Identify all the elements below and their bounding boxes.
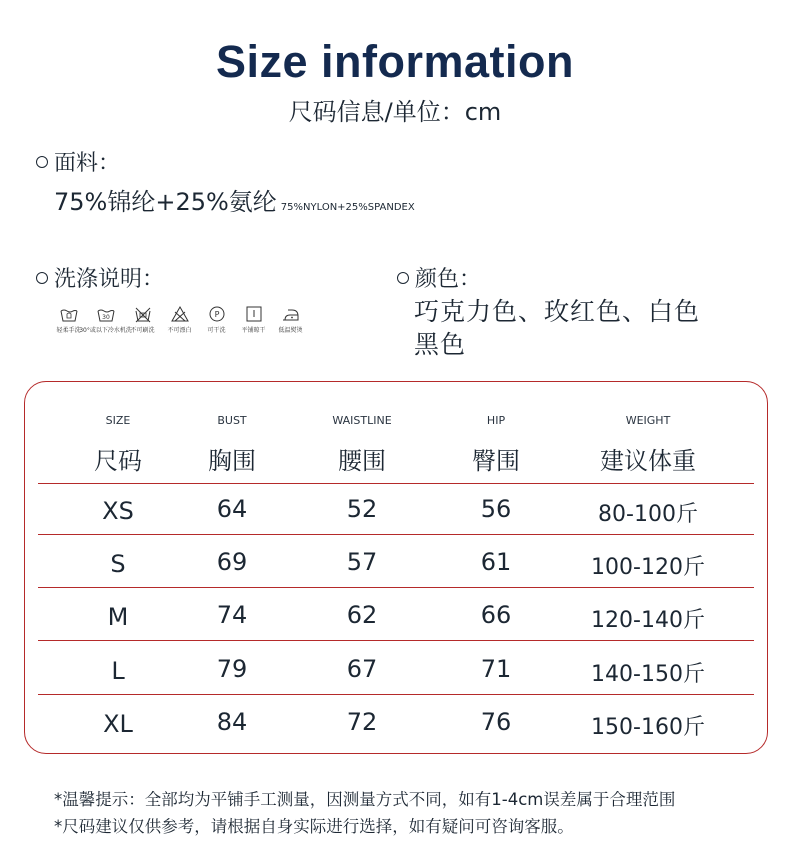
- care-item: [198, 305, 235, 334]
- cell-hip: 56: [480, 495, 512, 523]
- washing-section-heading: [36, 262, 164, 293]
- row-divider: [38, 587, 754, 588]
- fabric-composition: [54, 182, 415, 217]
- row-divider: [38, 534, 754, 535]
- wash-30-icon: [96, 305, 116, 323]
- header-bust-cn: 胸围: [208, 447, 256, 475]
- care-label: 平铺晾干: [241, 327, 266, 334]
- row-divider: [38, 694, 754, 695]
- care-item: [272, 305, 309, 334]
- cell-weight: 140-150斤: [591, 662, 705, 687]
- header-hip-en: HIP: [486, 414, 506, 427]
- page-title: Size information: [215, 36, 575, 87]
- color-line-1: 巧克力色、玫红色、白色: [414, 297, 701, 326]
- cell-hip: 66: [480, 601, 512, 629]
- cell-bust: 84: [216, 708, 248, 736]
- dry-clean-icon: [207, 305, 227, 323]
- color-options: [414, 295, 700, 361]
- bullet-circle-icon: [397, 272, 409, 284]
- cell-size: L: [111, 657, 125, 685]
- cell-bust: 69: [216, 548, 248, 576]
- bullet-circle-icon: [36, 156, 48, 168]
- cell-weight: 120-140斤: [591, 608, 705, 633]
- footnote-measurement: *温馨提示：全部均为平铺手工测量，因测量方式不同，如有1-4cm误差属于合理范围: [54, 790, 676, 809]
- cell-size: S: [110, 550, 126, 578]
- color-line-2: 黑色: [414, 330, 467, 359]
- care-item: [79, 305, 132, 334]
- row-divider: [38, 640, 754, 641]
- care-icons-row: [50, 305, 309, 334]
- low-iron-icon: [281, 305, 301, 323]
- header-weight-cn: 建议体重: [600, 447, 696, 475]
- header-weight-en: WEIGHT: [625, 414, 671, 427]
- header-waistline-cn: 腰围: [338, 447, 386, 475]
- cell-waistline: 72: [346, 708, 378, 736]
- cell-bust: 79: [216, 655, 248, 683]
- header-hip-cn: 臀围: [472, 447, 520, 475]
- cell-bust: 74: [216, 601, 248, 629]
- cell-hip: 71: [480, 655, 512, 683]
- cell-hip: 61: [480, 548, 512, 576]
- fabric-label: 面料：: [54, 151, 121, 176]
- care-label: 轻柔手洗: [56, 327, 81, 334]
- header-waistline-en: WAISTLINE: [332, 414, 392, 427]
- header-size-en: SIZE: [105, 414, 131, 427]
- no-bleach-icon: [170, 305, 190, 323]
- header-bust-en: BUST: [217, 414, 247, 427]
- hand-wash-icon: [59, 305, 79, 323]
- cell-weight: 100-120斤: [591, 555, 705, 580]
- care-label: 30°或以下冷水机洗: [79, 327, 132, 334]
- cell-size: M: [107, 603, 129, 631]
- flat-dry-icon: [244, 305, 264, 323]
- footnote-advice: *尺码建议仅供参考，请根据自身实际进行选择，如有疑问可咨询客服。: [54, 817, 574, 836]
- care-label: 可干洗: [207, 327, 226, 334]
- color-label: 颜色：: [415, 267, 482, 292]
- header-size-cn: 尺码: [94, 447, 142, 475]
- care-item: [124, 305, 161, 334]
- svg-text:30: 30: [101, 314, 110, 321]
- fabric-section-heading: [36, 146, 120, 177]
- bullet-circle-icon: [36, 272, 48, 284]
- cell-waistline: 52: [346, 495, 378, 523]
- cell-waistline: 62: [346, 601, 378, 629]
- cell-size: XS: [102, 497, 134, 525]
- care-item: [161, 305, 198, 334]
- cell-waistline: 67: [346, 655, 378, 683]
- cell-size: XL: [103, 710, 133, 738]
- fabric-value-en: 75%NYLON+25%SPANDEX: [280, 202, 415, 213]
- cell-weight: 150-160斤: [591, 715, 705, 740]
- care-label: 不可漂白: [167, 327, 192, 334]
- cell-bust: 64: [216, 495, 248, 523]
- cell-hip: 76: [480, 708, 512, 736]
- care-item: [235, 305, 272, 334]
- color-section-heading: [397, 262, 481, 293]
- no-brush-icon: [133, 305, 153, 323]
- cell-weight: 80-100斤: [598, 502, 698, 527]
- row-divider: [38, 483, 754, 484]
- care-label: 低温熨烫: [278, 327, 303, 334]
- cell-waistline: 57: [346, 548, 378, 576]
- washing-label: 洗涤说明：: [54, 267, 165, 292]
- svg-text:P: P: [214, 310, 219, 319]
- fabric-value: 75%锦纶+25%氨纶: [54, 188, 277, 216]
- care-label: 不可刷洗: [130, 327, 155, 334]
- page-subtitle: 尺码信息/单位：cm: [288, 98, 502, 126]
